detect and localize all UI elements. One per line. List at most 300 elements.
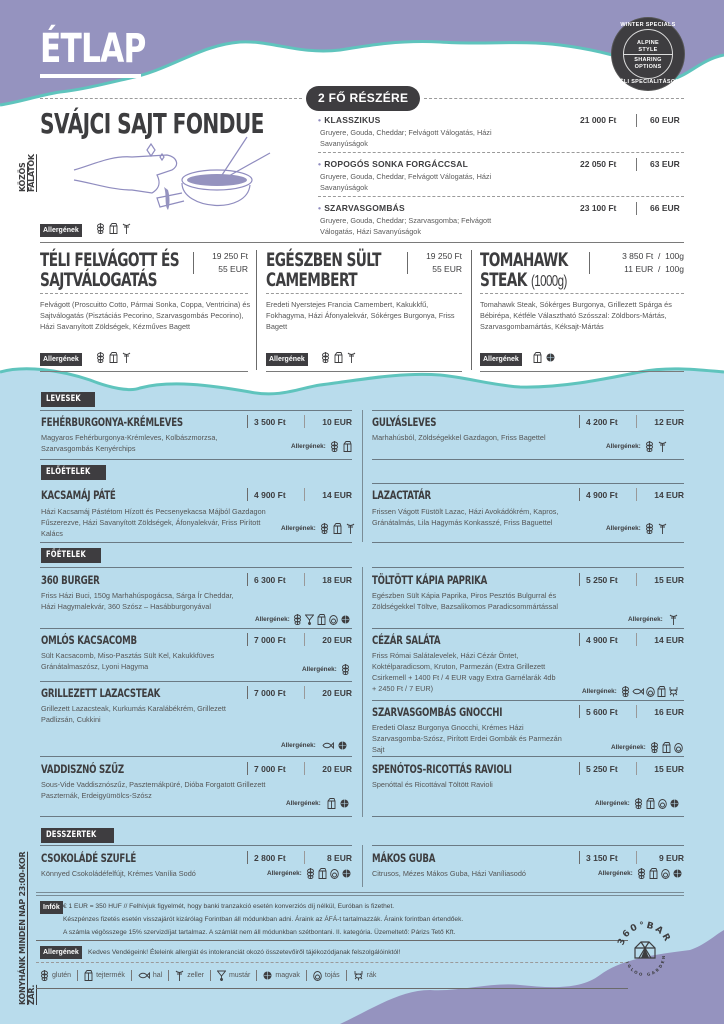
winter-specials-badge <box>612 18 684 90</box>
divider <box>372 410 684 411</box>
badge-inner-top-1: ALPINE <box>637 40 659 46</box>
legend-separator <box>346 970 347 981</box>
info-line-1: € 1 EUR = 350 HUF // Felhívjuk figyelmét, hogy banki tranzakció esetén konverziós díj nélkül, Euróban is fizethet. <box>63 903 395 910</box>
dairy-icon <box>327 798 336 809</box>
gluten-icon <box>645 523 654 534</box>
divider <box>40 628 352 629</box>
price-separator <box>636 415 637 428</box>
dish-desc: Házi Kacsamáj Pástétom Hízott és Pecsenyekacsa Májból Gazdagon Fűszerezve, Házi Savanyított Zöldségek, Áfonyalekvár, Friss Pirított Kalács <box>41 507 266 538</box>
price-separator <box>407 252 408 274</box>
celery-icon <box>658 441 667 452</box>
allergen-label: Allergének: <box>267 870 302 877</box>
dish-desc: Könnyed Csokoládéfelfújt, Krémes Vanília Sodó <box>41 869 196 878</box>
svg-text:360°BAR: 360°BAR <box>616 920 673 947</box>
price-eur: 18 EUR <box>322 575 352 585</box>
section-soups: LEVESEK <box>41 392 95 407</box>
dish-name: CÉZÁR SALÁTA <box>372 633 441 647</box>
price-eur: 20 EUR <box>322 635 352 645</box>
allergen-icons <box>645 523 667 534</box>
egg-icon <box>646 686 655 697</box>
dairy-icon <box>334 352 343 363</box>
price-eur: 20 EUR <box>322 688 352 698</box>
divider <box>36 962 628 963</box>
allergen-icons <box>634 798 679 809</box>
dairy-icon <box>109 223 118 234</box>
price-separator <box>636 202 637 215</box>
price-huf: 5 600 Ft <box>586 707 618 717</box>
legend-label: tojás <box>324 972 340 979</box>
price-separator <box>636 573 637 586</box>
divider <box>40 816 352 817</box>
price-eur: 15 EUR <box>654 764 684 774</box>
dish-desc: Sous-Vide Vaddisznószűz, Paszternákpüré, Dióba Forgatott Grillezett Paszternák, Erdeigyümölcs-Szósz <box>41 780 266 800</box>
legend-egg <box>313 970 340 981</box>
info-line-3: A számla végösszege 15% szervizdíjat tartalmaz. A számlát nem áll módunkban szétbontani. II. kategória. Üzemeltető: Párizs Tető Kft. <box>63 929 456 936</box>
legend-label: zeller <box>187 972 204 979</box>
dish-desc: Tomahawk Steak, Sókérges Burgonya, Grillezett Spárga és Bébirépa, Kétféle Választható Szósszal: Zöldbors-Mártás, Szarvasgombamártás, Kéksajt-Mártás <box>480 300 672 331</box>
dish-name: TÖLTÖTT KÁPIA PAPRIKA <box>372 573 488 587</box>
celery-icon <box>346 523 355 534</box>
celery-icon <box>658 523 667 534</box>
divider <box>36 892 684 893</box>
price-separator <box>304 633 305 646</box>
price-separator <box>304 686 305 699</box>
allergen-label: Allergének: <box>281 742 316 749</box>
seeds-icon <box>340 798 349 809</box>
dish-name: GULYÁSLEVES <box>372 415 437 429</box>
allergen-icons <box>669 614 678 625</box>
allergen-label: Allergének: <box>628 616 663 623</box>
allergen-label: Allergének: <box>291 443 326 450</box>
fish-icon <box>632 686 644 697</box>
price-separator <box>579 762 580 775</box>
allergen-icons <box>293 614 350 625</box>
price-huf: 21 000 Ft <box>580 115 617 125</box>
allergen-label: Allergének: <box>281 525 316 532</box>
egg-icon <box>313 970 322 981</box>
badge-inner-top-2: STYLE <box>638 47 658 53</box>
dish-desc: Friss Római Salátalevelek, Házi Cézár Öntet, Koktélparadicsom, Kruton, Parmezán (Extra Grillezett Csirkemell + 1400 Ft / 4 EUR vagy Extra Garnélarák 4db + 2450 Ft / 7 EUR) <box>372 651 556 693</box>
divider <box>40 756 352 757</box>
dairy-icon <box>84 970 93 981</box>
allergen-icons <box>96 352 131 363</box>
gluten-icon <box>96 352 105 363</box>
price-separator <box>636 488 637 501</box>
allergen-notice: Kedves Vendégeink! Ételeink allergiát és intoleranciát okozó összetevőiről tájékozódjanak felszolgálóinktól! <box>88 949 401 956</box>
allergen-icons <box>650 742 683 753</box>
price-huf: 7 000 Ft <box>254 688 286 698</box>
dairy-icon <box>646 798 655 809</box>
allergen-label: Allergének: <box>286 800 321 807</box>
celery-icon <box>122 223 131 234</box>
allergen-label: Allergének: <box>606 525 641 532</box>
dish-name: CSOKOLÁDÉ SZUFLÉ <box>41 851 137 865</box>
price-eur: 66 EUR <box>650 203 680 213</box>
price-separator <box>636 114 637 127</box>
fondue-option-desc: Gruyere, Gouda, Cheddar; Szarvasgomba; Felvágott Válogatás, Házi Savanyúságok <box>320 216 492 236</box>
gluten-icon <box>634 798 643 809</box>
celery-icon <box>347 352 356 363</box>
price-separator <box>304 762 305 775</box>
360-bar-logo <box>615 918 675 978</box>
for-two-pill: 2 FŐ RÉSZÉRE <box>306 86 420 111</box>
section-mains: FŐÉTELEK <box>41 548 101 563</box>
price-separator <box>579 573 580 586</box>
seeds-icon <box>263 970 272 981</box>
dish-name: 360 BURGER <box>41 573 100 587</box>
price-separator <box>636 762 637 775</box>
price-separator <box>579 705 580 718</box>
legend-crustacean <box>353 970 377 981</box>
divider <box>372 542 684 543</box>
dairy-icon <box>109 352 118 363</box>
price-separator <box>579 633 580 646</box>
fondue-option-name: • SZARVASGOMBÁS <box>318 203 405 213</box>
crustacean-icon <box>353 970 364 981</box>
allergen-icons <box>330 441 352 452</box>
badge-inner-bottom-2: OPTIONS <box>634 64 662 70</box>
fondue-option-name: • ROPOGÓS SONKA FORGÁCCSAL <box>318 159 468 169</box>
allergen-icons <box>306 868 351 879</box>
price-huf: 4 900 Ft <box>586 490 618 500</box>
seeds-icon <box>546 352 555 363</box>
dish-desc: Sült Kacsacomb, Miso-Pasztás Sült Kel, Kakukkfüves Gránátalmaszósz, Lyoni Hagyma <box>41 651 215 671</box>
info-tag: Infók <box>40 901 63 914</box>
allergen-tag: Allergének <box>40 946 82 959</box>
dairy-icon <box>333 523 342 534</box>
price-huf: 19 250 Ft <box>212 251 248 261</box>
price-eur: 55 EUR <box>432 264 462 274</box>
fondue-option-desc: Gruyere, Gouda, Cheddar; Felvágott Válogatás, Házi Savanyúságok <box>320 128 492 148</box>
price-huf: 7 000 Ft <box>254 764 286 774</box>
dish-name: OMLÓS KACSACOMB <box>41 633 137 647</box>
allergen-icons <box>341 664 350 675</box>
divider <box>40 410 352 411</box>
page-title: ÉTLAP <box>40 26 146 72</box>
divider <box>266 293 462 294</box>
divider <box>372 816 684 817</box>
celery-icon <box>122 352 131 363</box>
divider <box>480 371 684 372</box>
egg-icon <box>661 868 670 879</box>
price-separator <box>579 851 580 864</box>
dairy-icon <box>657 686 666 697</box>
price-huf: 23 100 Ft <box>580 203 617 213</box>
dish-title: TOMAHAWK <box>480 249 568 271</box>
dish-desc: Eredeti Nyerstejes Francia Camembert, Kakukkfű, Fokhagyma, Házi Áfonyalekvár, Sókérges Burgonya, Friss Bagett <box>266 300 455 331</box>
allergen-label: Allergének: <box>255 616 290 623</box>
price-huf: 5 250 Ft <box>586 575 618 585</box>
side-label-shared: KÖZÖS FALATOK <box>18 154 36 192</box>
legend-separator <box>77 970 78 981</box>
price-eur: 20 EUR <box>322 764 352 774</box>
dish-title: CAMEMBERT <box>266 269 358 291</box>
price-separator <box>247 762 248 775</box>
column-divider <box>362 410 363 542</box>
dish-name: SPENÓTOS-RICOTTÁS RAVIOLI <box>372 762 512 776</box>
allergen-icons <box>96 223 131 234</box>
gluten-icon <box>96 223 105 234</box>
price-separator <box>193 252 194 274</box>
price-huf: 3 850 Ft / 100g <box>622 251 684 261</box>
dish-desc: Felvágott (Proscuitto Cotto, Pármai Sonka, Coppa, Ventricina) és Sajtválogatás (Pisztáciás Pecorino, Szarvasgombás Pecorino), Házi Savanyított Zöldségek, Kézműves Bagett <box>40 300 251 331</box>
divider <box>36 895 684 896</box>
price-huf: 19 250 Ft <box>426 251 462 261</box>
price-eur: 9 EUR <box>658 853 684 863</box>
price-huf: 5 250 Ft <box>586 764 618 774</box>
dish-title: SAJTVÁLOGATÁS <box>40 269 157 291</box>
divider <box>372 459 684 460</box>
price-huf: 4 200 Ft <box>586 417 618 427</box>
allergen-label: Allergének: <box>582 688 617 695</box>
price-huf: 7 000 Ft <box>254 635 286 645</box>
gluten-icon <box>40 970 49 981</box>
egg-icon <box>329 614 338 625</box>
egg-icon <box>658 798 667 809</box>
price-eur: 8 EUR <box>326 853 352 863</box>
price-huf: 22 050 Ft <box>580 159 617 169</box>
price-separator <box>304 415 305 428</box>
gluten-icon <box>637 868 646 879</box>
dish-name: FEHÉRBURGONYA-KRÉMLEVES <box>41 415 183 429</box>
price-separator <box>247 851 248 864</box>
price-separator <box>247 488 248 501</box>
price-separator <box>636 633 637 646</box>
price-eur: 14 EUR <box>654 635 684 645</box>
divider <box>36 940 628 941</box>
dish-desc: Friss Házi Buci, 150g Marhahúspogácsa, Sárga Ír Cheddar, Házi Hagymalekvár, 360 Szósz – Hasábburgonyával <box>41 591 234 611</box>
divider <box>40 371 248 372</box>
price-eur: 11 EUR / 100g <box>624 264 684 274</box>
legend-fish <box>138 970 162 981</box>
price-huf: 6 300 Ft <box>254 575 286 585</box>
fondue-illustration <box>72 135 282 220</box>
dish-name: KACSAMÁJ PÁTÉ <box>41 488 116 502</box>
gluten-icon <box>341 664 350 675</box>
legend-label: magvak <box>275 972 300 979</box>
legend-separator <box>210 970 211 981</box>
price-separator <box>589 252 590 274</box>
price-separator <box>579 488 580 501</box>
divider <box>40 567 352 568</box>
price-separator <box>636 158 637 171</box>
allergen-tag: Allergének <box>40 224 82 237</box>
divider <box>40 681 352 682</box>
divider <box>36 988 628 989</box>
legend-label: rák <box>366 972 377 979</box>
dairy-icon <box>649 868 658 879</box>
egg-icon <box>674 742 683 753</box>
divider <box>40 242 684 243</box>
badge-outer-top: WINTER SPECIALS <box>620 22 676 28</box>
gluten-icon <box>621 686 630 697</box>
price-huf: 2 800 Ft <box>254 853 286 863</box>
legend-label: glutén <box>52 972 72 979</box>
dish-name: GRILLEZETT LAZACSTEAK <box>41 686 161 700</box>
legend-separator <box>256 970 257 981</box>
badge-divider <box>623 54 673 55</box>
allergen-label: Allergének: <box>302 666 337 673</box>
price-separator <box>304 851 305 864</box>
fish-icon <box>322 740 334 751</box>
dish-name: VADDISZNÓ SZŰZ <box>41 762 124 776</box>
price-eur: 12 EUR <box>654 417 684 427</box>
section-starters: ELŐÉTELEK <box>41 465 106 480</box>
dairy-icon <box>318 868 327 879</box>
divider <box>266 371 462 372</box>
price-huf: 4 900 Ft <box>254 490 286 500</box>
divider <box>372 700 684 701</box>
dairy-icon <box>317 614 326 625</box>
price-huf: 3 500 Ft <box>254 417 286 427</box>
dish-name: SZARVASGOMBÁS GNOCCHI <box>372 705 503 719</box>
dish-desc: Citrusos, Mézes Mákos Guba, Házi Vaníliasodó <box>372 869 526 878</box>
dish-desc: Magyaros Fehérburgonya-Krémleves, Kolbászmorzsa, Szarvasgombás Kenyérchips <box>41 433 218 453</box>
allergen-tag: Allergének <box>266 353 308 366</box>
divider <box>40 845 352 846</box>
allergen-icons <box>327 798 349 809</box>
price-eur: 63 EUR <box>650 159 680 169</box>
dish-title: STEAK (1000g) <box>480 269 567 291</box>
legend-separator <box>131 970 132 981</box>
divider <box>480 293 684 294</box>
price-eur: 60 EUR <box>650 115 680 125</box>
column-divider <box>471 250 472 370</box>
divider <box>372 756 684 757</box>
divider <box>40 542 352 543</box>
price-eur: 15 EUR <box>654 575 684 585</box>
seeds-icon <box>342 868 351 879</box>
price-separator <box>304 573 305 586</box>
allergen-tag: Allergének <box>480 353 522 366</box>
side-label-kitchen-hours: KONYHÁNK MINDEN NAP 23:00-KOR ZÁR. <box>18 851 36 1005</box>
legend-label: hal <box>152 972 163 979</box>
dish-title: TÉLI FELVÁGOTT ÉS <box>40 249 180 271</box>
price-huf: 3 150 Ft <box>586 853 618 863</box>
dish-desc: Grillezett Lazacsteak, Kurkumás Karalábékrém, Grillezett Padlizsán, Cukkini <box>41 704 226 724</box>
divider <box>372 628 684 629</box>
allergen-icons <box>320 523 355 534</box>
fondue-title: SVÁJCI SAJT FONDUE <box>40 107 264 140</box>
celery-icon <box>669 614 678 625</box>
legend-gluten <box>40 970 71 981</box>
allergen-label: Allergének: <box>595 800 630 807</box>
price-separator <box>247 573 248 586</box>
gluten-icon <box>306 868 315 879</box>
mustard-icon <box>305 614 314 625</box>
column-divider <box>256 250 257 370</box>
price-separator <box>247 686 248 699</box>
price-eur: 14 EUR <box>322 490 352 500</box>
divider <box>40 293 248 294</box>
mustard-icon <box>217 970 226 981</box>
legend-seeds <box>263 970 300 981</box>
legend-label: mustár <box>228 972 251 979</box>
dish-title: EGÉSZBEN SÜLT <box>266 249 381 271</box>
divider <box>40 98 302 99</box>
dish-desc: Egészben Sült Kápia Paprika, Piros Pesztós Bulgurral és Zöldségekkel Töltve, Bazsalikomos Paradicsommártással <box>372 591 559 611</box>
price-separator <box>636 705 637 718</box>
column-divider <box>362 567 363 817</box>
allergen-tag: Allergének <box>40 353 82 366</box>
column-divider <box>362 845 363 887</box>
dairy-icon <box>343 441 352 452</box>
legend-label: tejtermék <box>96 972 125 979</box>
divider <box>424 98 684 99</box>
price-separator <box>247 415 248 428</box>
badge-inner-bottom-1: SHARING <box>634 57 662 63</box>
legend-separator <box>306 970 307 981</box>
gluten-icon <box>645 441 654 452</box>
allergen-icons <box>621 686 679 697</box>
legend-dairy <box>84 970 125 981</box>
egg-icon <box>330 868 339 879</box>
badge-outer-bottom: TÉLI SPECIALITÁSOK <box>616 79 680 85</box>
allergen-label: Allergének: <box>606 443 641 450</box>
dairy-icon <box>662 742 671 753</box>
dish-desc: Marhahúsból, Zöldségekkel Gazdagon, Friss Bagettel <box>372 433 546 442</box>
allergen-legend <box>40 970 376 981</box>
gluten-icon <box>293 614 302 625</box>
dairy-icon <box>533 352 542 363</box>
divider <box>372 483 684 484</box>
igloo-icon <box>615 918 675 978</box>
price-eur: 16 EUR <box>654 707 684 717</box>
divider <box>40 459 352 460</box>
price-eur: 55 EUR <box>218 264 248 274</box>
price-eur: 10 EUR <box>322 417 352 427</box>
gluten-icon <box>330 441 339 452</box>
gluten-icon <box>321 352 330 363</box>
crustacean-icon <box>668 686 679 697</box>
legend-mustard <box>217 970 250 981</box>
divider <box>372 845 684 846</box>
allergen-label: Allergének: <box>611 744 646 751</box>
fondue-option-name: • KLASSZIKUS <box>318 115 381 125</box>
fondue-option-desc: Gruyere, Gouda, Cheddar, Felvágott Válogatás, Házi Savanyúságok <box>320 172 492 192</box>
info-line-2: Készpénzes fizetés esetén visszajárót kizárólag Forintban áll módunkban adni. Áraink az ÁFÁ-t tartalmazzák. Áraink forintban értendőek. <box>63 916 464 923</box>
svg-text:IGLOO GARDEN: IGLOO GARDEN <box>624 953 667 978</box>
divider <box>318 152 684 153</box>
seeds-icon <box>673 868 682 879</box>
price-eur: 14 EUR <box>654 490 684 500</box>
allergen-icons <box>645 441 667 452</box>
fish-icon <box>138 970 150 981</box>
title-underline <box>40 74 141 78</box>
dish-desc: Spenóttal és Ricottával Töltött Ravioli <box>372 780 493 789</box>
dish-desc: Frissen Vágott Füstölt Lazac, Házi Avokádókrém, Kapros, Gránátalmás, Lila Hagymás Konkasszé, Friss Baguettel <box>372 507 559 527</box>
price-separator <box>304 488 305 501</box>
divider <box>318 196 684 197</box>
seeds-icon <box>670 798 679 809</box>
section-desserts: DESSZERTEK <box>41 828 114 843</box>
price-separator <box>579 415 580 428</box>
allergen-icons <box>322 740 347 751</box>
price-separator <box>247 633 248 646</box>
price-separator <box>636 851 637 864</box>
dish-name: LAZACTATÁR <box>372 488 431 502</box>
celery-icon <box>175 970 184 981</box>
allergen-icons <box>533 352 555 363</box>
allergen-label: Allergének: <box>598 870 633 877</box>
gluten-icon <box>650 742 659 753</box>
divider <box>372 567 684 568</box>
allergen-icons <box>637 868 682 879</box>
legend-separator <box>168 970 169 981</box>
price-huf: 4 900 Ft <box>586 635 618 645</box>
legend-celery <box>175 970 204 981</box>
dish-name: MÁKOS GUBA <box>372 851 436 865</box>
